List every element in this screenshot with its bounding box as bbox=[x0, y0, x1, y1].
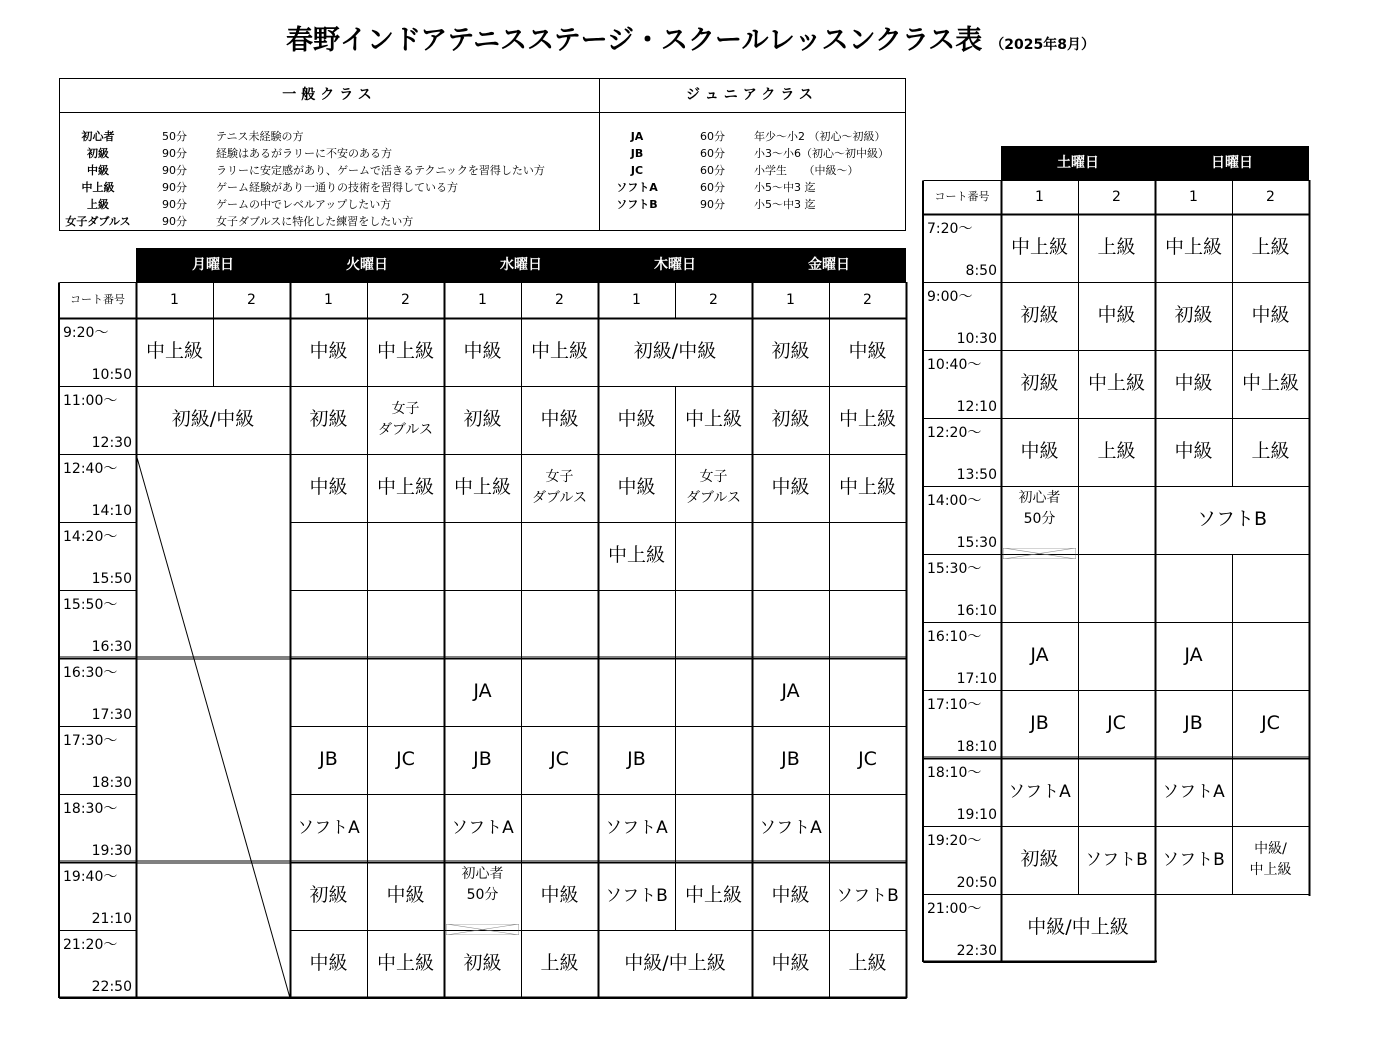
legend-row bbox=[599, 145, 905, 162]
day-label: 火曜日 bbox=[346, 257, 388, 273]
class-cell: ソフトA bbox=[605, 817, 668, 838]
class-cell bbox=[1078, 758, 1155, 826]
time-end: 13:50 bbox=[956, 467, 997, 483]
class-cell: 初級 bbox=[1020, 848, 1059, 871]
time-slot bbox=[923, 554, 1001, 622]
legend-junior bbox=[599, 79, 905, 230]
class-cell: 初級 bbox=[1020, 304, 1059, 327]
legend-description: テニス未経験の方 bbox=[216, 130, 304, 143]
class-cell: 中級 bbox=[1097, 304, 1136, 327]
time-start: 18:30～ bbox=[63, 801, 118, 817]
class-cell-label: 初心者 50分 bbox=[461, 866, 504, 903]
time-start: 21:00～ bbox=[927, 901, 982, 917]
class-cell: 上級 bbox=[848, 952, 887, 975]
class-cell: 上級 bbox=[1097, 440, 1136, 463]
legend-class-name: 初級 bbox=[87, 147, 109, 160]
time-start: 11:00～ bbox=[63, 393, 118, 409]
class-cell: 初級 bbox=[309, 408, 348, 431]
court-number: 2 bbox=[709, 291, 718, 308]
class-cell bbox=[136, 454, 290, 998]
legend-description: ゲーム経験があり一通りの技術を習得している方 bbox=[216, 181, 458, 194]
day-label: 日曜日 bbox=[1211, 155, 1253, 171]
class-cell: 中上級 bbox=[1241, 372, 1299, 395]
time-slot bbox=[923, 350, 1001, 418]
time-slot bbox=[923, 758, 1001, 826]
time-start: 19:40～ bbox=[63, 869, 118, 885]
time-start: 9:20～ bbox=[63, 325, 109, 341]
class-cell bbox=[213, 318, 290, 386]
legend-row bbox=[599, 162, 905, 179]
class-cell: 中上級 bbox=[684, 408, 742, 431]
court-number: 2 bbox=[863, 291, 872, 308]
class-cell: 中級 bbox=[848, 340, 887, 363]
time-start: 14:20～ bbox=[63, 529, 118, 545]
legend-class-name: 中級 bbox=[87, 164, 109, 177]
weekend-timetable bbox=[923, 146, 1309, 962]
class-cell: ソフトA bbox=[451, 817, 514, 838]
time-slot bbox=[59, 522, 136, 590]
legend-duration: 90分 bbox=[162, 198, 187, 211]
class-cell: 中級 bbox=[771, 884, 810, 907]
court-number: 1 bbox=[478, 291, 487, 308]
day-label: 木曜日 bbox=[654, 257, 696, 273]
court-number-header: コート番号 bbox=[934, 189, 990, 203]
legend-duration: 90分 bbox=[162, 147, 187, 160]
legend-row bbox=[599, 179, 905, 196]
class-cell: 上級 bbox=[1251, 440, 1290, 463]
class-cell bbox=[1001, 554, 1078, 622]
class-cell bbox=[444, 590, 521, 658]
class-cell bbox=[675, 794, 752, 862]
time-start: 17:10～ bbox=[927, 697, 982, 713]
legend-class-name: JB bbox=[630, 147, 644, 160]
time-end: 14:10 bbox=[91, 503, 132, 519]
court-number: 1 bbox=[170, 291, 179, 308]
class-cell bbox=[675, 726, 752, 794]
legend-duration: 60分 bbox=[700, 147, 725, 160]
time-slot bbox=[59, 386, 136, 454]
weekday-timetable bbox=[59, 248, 906, 998]
time-slot bbox=[59, 454, 136, 522]
class-cell: 中級 bbox=[771, 952, 810, 975]
court-number: 2 bbox=[1112, 188, 1121, 205]
class-cell: 初級 bbox=[771, 340, 810, 363]
time-slot bbox=[923, 282, 1001, 350]
time-start: 10:40～ bbox=[927, 357, 982, 373]
time-start: 16:30～ bbox=[63, 665, 118, 681]
legend-row bbox=[60, 162, 599, 179]
time-start: 12:40～ bbox=[63, 461, 118, 477]
class-cell: ソフトA bbox=[759, 817, 822, 838]
legend-description: ラリーに安定感があり、ゲームで活きるテクニックを習得したい方 bbox=[216, 164, 545, 177]
page-title: 春野インドアテニスステージ・スクールレッスンクラス表 bbox=[286, 25, 983, 56]
court-number: 1 bbox=[1189, 188, 1198, 205]
class-cell: JA bbox=[473, 680, 492, 703]
time-slot bbox=[923, 418, 1001, 486]
time-slot bbox=[59, 794, 136, 862]
class-cell bbox=[367, 522, 444, 590]
class-cell: 上級 bbox=[540, 952, 579, 975]
class-cell: 中級 bbox=[540, 408, 579, 431]
class-cell bbox=[290, 658, 367, 726]
class-cell bbox=[598, 590, 675, 658]
class-cell bbox=[290, 590, 367, 658]
class-cell: 中級 bbox=[1251, 304, 1290, 327]
legend-description: 小3～小6（初心～初中級） bbox=[754, 147, 889, 160]
class-cell: ソフトB bbox=[1085, 849, 1148, 870]
class-cell: 上級 bbox=[1251, 236, 1290, 259]
class-cell: 中上級 bbox=[607, 544, 665, 567]
class-cell: 初級 bbox=[463, 408, 502, 431]
class-cell: 中級 bbox=[617, 408, 656, 431]
time-slot bbox=[923, 894, 1001, 962]
class-cell: 中級 bbox=[1020, 440, 1059, 463]
class-cell: 中上級 bbox=[145, 340, 203, 363]
court-number: 1 bbox=[786, 291, 795, 308]
class-cell: JB bbox=[473, 748, 492, 771]
court-number: 2 bbox=[401, 291, 410, 308]
time-slot bbox=[59, 590, 136, 658]
class-cell: JB bbox=[1030, 712, 1049, 735]
time-slot bbox=[923, 622, 1001, 690]
court-number: 1 bbox=[324, 291, 333, 308]
class-cell bbox=[444, 522, 521, 590]
legend-duration: 90分 bbox=[162, 181, 187, 194]
class-cell: 中級/中上級 bbox=[624, 952, 726, 975]
class-cell: ソフトB bbox=[1162, 849, 1225, 870]
time-end: 19:10 bbox=[956, 807, 997, 823]
legend-row bbox=[60, 213, 599, 230]
class-cell bbox=[752, 522, 829, 590]
legend-row bbox=[60, 128, 599, 145]
class-cell: 中上級 bbox=[684, 884, 742, 907]
class-cell: 中上級 bbox=[1164, 236, 1222, 259]
class-cell: JA bbox=[1184, 644, 1203, 667]
class-cell bbox=[1078, 622, 1155, 690]
legend-description: 経験はあるがラリーに不安のある方 bbox=[216, 147, 392, 160]
legend-description: 年少～小2 （初心～初級） bbox=[754, 130, 886, 143]
time-end: 16:30 bbox=[91, 639, 132, 655]
class-cell: 初級 bbox=[463, 952, 502, 975]
class-cell bbox=[1232, 622, 1309, 690]
class-cell bbox=[1001, 486, 1078, 554]
legend-description: ゲームの中でレベルアップしたい方 bbox=[216, 198, 392, 211]
time-start: 21:20～ bbox=[63, 937, 118, 953]
time-start: 17:30～ bbox=[63, 733, 118, 749]
legend-class-name: JA bbox=[630, 130, 644, 143]
legend-general bbox=[60, 79, 600, 230]
class-cell: 中級 bbox=[463, 340, 502, 363]
class-cell bbox=[675, 658, 752, 726]
class-cell: 女子 ダブルス bbox=[531, 469, 588, 506]
court-number-header: コート番号 bbox=[70, 292, 125, 306]
class-cell bbox=[521, 590, 598, 658]
legend-duration: 60分 bbox=[700, 164, 725, 177]
class-cell: 中上級 bbox=[1087, 372, 1145, 395]
time-slot bbox=[59, 726, 136, 794]
time-slot bbox=[923, 826, 1001, 894]
legend-row bbox=[60, 196, 599, 213]
time-slot bbox=[923, 214, 1001, 282]
crossed-out-half bbox=[1003, 541, 1076, 552]
legend-class-name: 中上級 bbox=[81, 181, 115, 194]
court-number: 2 bbox=[555, 291, 564, 308]
time-start: 16:10～ bbox=[927, 629, 982, 645]
class-cell: 中級 bbox=[540, 884, 579, 907]
class-cell: 女子 ダブルス bbox=[377, 401, 434, 438]
class-cell: JB bbox=[319, 748, 338, 771]
class-cell bbox=[521, 522, 598, 590]
time-start: 15:50～ bbox=[63, 597, 118, 613]
day-label: 金曜日 bbox=[808, 257, 850, 273]
class-cell: JC bbox=[550, 748, 569, 771]
legend-description: 小学生 （中級～） bbox=[754, 164, 859, 177]
class-cell: JB bbox=[781, 748, 800, 771]
class-cell bbox=[1078, 554, 1155, 622]
legend-class-name: 上級 bbox=[87, 198, 109, 211]
time-end: 16:10 bbox=[956, 603, 997, 619]
class-cell: 初級 bbox=[771, 408, 810, 431]
class-cell: 中上級 bbox=[376, 340, 434, 363]
class-cell bbox=[1155, 554, 1232, 622]
legend-duration: 90分 bbox=[162, 215, 187, 228]
court-number: 2 bbox=[247, 291, 256, 308]
class-cell: 中級 bbox=[309, 952, 348, 975]
legend-row bbox=[599, 196, 905, 213]
class-cell: 中級/ 中上級 bbox=[1249, 841, 1292, 878]
class-cell: JC bbox=[858, 748, 877, 771]
legend-row bbox=[60, 179, 599, 196]
time-slot bbox=[59, 862, 136, 930]
class-cell: 中上級 bbox=[453, 476, 511, 499]
class-cell: 女子 ダブルス bbox=[685, 469, 742, 506]
class-cell: ソフトA bbox=[1008, 781, 1071, 802]
time-start: 18:10～ bbox=[927, 765, 982, 781]
class-cell: ソフトA bbox=[297, 817, 360, 838]
weekend-blank-area bbox=[1157, 896, 1315, 968]
class-cell: 中級 bbox=[617, 476, 656, 499]
day-label: 土曜日 bbox=[1057, 155, 1099, 171]
legend-description: 小5～中3 迄 bbox=[754, 181, 816, 194]
class-cell: 中級 bbox=[386, 884, 425, 907]
class-cell bbox=[290, 522, 367, 590]
legend-row bbox=[60, 145, 599, 162]
time-end: 10:50 bbox=[91, 367, 132, 383]
court-number: 1 bbox=[1035, 188, 1044, 205]
class-cell bbox=[829, 590, 906, 658]
time-end: 17:10 bbox=[956, 671, 997, 687]
time-end: 12:30 bbox=[91, 435, 132, 451]
time-start: 15:30～ bbox=[927, 561, 982, 577]
time-end: 20:50 bbox=[956, 875, 997, 891]
class-cell: 初級/中級 bbox=[633, 340, 717, 363]
legend-general-heading: 一般クラス bbox=[60, 79, 599, 113]
legend-duration: 90分 bbox=[700, 198, 725, 211]
legend-row bbox=[599, 128, 905, 145]
class-cell bbox=[829, 658, 906, 726]
time-end: 21:10 bbox=[91, 911, 132, 927]
legend-junior-rows bbox=[599, 113, 905, 213]
class-cell: JA bbox=[781, 680, 800, 703]
class-cell: JC bbox=[1107, 712, 1126, 735]
class-cell: 中級/中上級 bbox=[1027, 916, 1129, 939]
class-cell: 中上級 bbox=[376, 952, 434, 975]
legend-description: 小5～中3 迄 bbox=[754, 198, 816, 211]
class-cell bbox=[367, 794, 444, 862]
time-end: 8:50 bbox=[965, 263, 997, 279]
class-cell: ソフトB bbox=[1196, 508, 1268, 531]
class-cell: JA bbox=[1030, 644, 1049, 667]
class-cell bbox=[521, 794, 598, 862]
day-label: 月曜日 bbox=[192, 257, 234, 273]
class-cell bbox=[829, 522, 906, 590]
time-slot bbox=[923, 690, 1001, 758]
class-cell: JB bbox=[627, 748, 646, 771]
legend-junior-heading: ジュニアクラス bbox=[599, 79, 905, 113]
class-cell bbox=[444, 862, 521, 930]
class-cell: 中上級 bbox=[530, 340, 588, 363]
court-number: 2 bbox=[1266, 188, 1275, 205]
time-end: 12:10 bbox=[956, 399, 997, 415]
page-title-block bbox=[0, 18, 1381, 57]
time-end: 10:30 bbox=[956, 331, 997, 347]
class-cell bbox=[675, 522, 752, 590]
class-cell: 初級/中級 bbox=[171, 408, 255, 431]
class-cell bbox=[829, 794, 906, 862]
class-cell bbox=[1078, 486, 1155, 554]
class-cell: JC bbox=[396, 748, 415, 771]
legend-class-name: 初心者 bbox=[81, 130, 115, 143]
legend-description: 女子ダブルスに特化した練習をしたい方 bbox=[216, 215, 414, 228]
class-cell: 初級 bbox=[1174, 304, 1213, 327]
time-end: 22:50 bbox=[91, 979, 132, 995]
class-cell bbox=[598, 658, 675, 726]
class-cell: ソフトB bbox=[836, 885, 899, 906]
class-cell bbox=[521, 658, 598, 726]
class-cell: 中級 bbox=[309, 476, 348, 499]
class-cell: 上級 bbox=[1097, 236, 1136, 259]
class-cell bbox=[367, 658, 444, 726]
time-end: 19:30 bbox=[91, 843, 132, 859]
time-end: 15:50 bbox=[91, 571, 132, 587]
class-cell bbox=[1232, 758, 1309, 826]
class-cell: 中上級 bbox=[838, 408, 896, 431]
time-start: 9:00～ bbox=[927, 289, 973, 305]
class-legend bbox=[59, 78, 906, 231]
legend-class-name: 女子ダブルス bbox=[65, 215, 131, 228]
class-cell: 中級 bbox=[1174, 440, 1213, 463]
legend-duration: 60分 bbox=[700, 181, 725, 194]
legend-duration: 50分 bbox=[162, 130, 187, 143]
class-cell: 初級 bbox=[309, 884, 348, 907]
time-start: 14:00～ bbox=[927, 493, 982, 509]
legend-class-name: JC bbox=[630, 164, 644, 177]
class-cell: JB bbox=[1184, 712, 1203, 735]
day-label: 水曜日 bbox=[500, 257, 542, 273]
class-cell-label: 初心者 50分 bbox=[1018, 490, 1061, 527]
class-cell: 中上級 bbox=[376, 476, 434, 499]
legend-class-name: ソフトB bbox=[616, 198, 658, 211]
class-cell: 中上級 bbox=[838, 476, 896, 499]
class-cell: ソフトB bbox=[605, 885, 668, 906]
time-start: 12:20～ bbox=[927, 425, 982, 441]
class-cell bbox=[367, 590, 444, 658]
class-cell: 中級 bbox=[309, 340, 348, 363]
time-slot bbox=[59, 318, 136, 386]
class-cell bbox=[752, 590, 829, 658]
page-subtitle: （2025年8月） bbox=[990, 37, 1095, 53]
crossed-out-half bbox=[446, 917, 519, 928]
time-slot bbox=[59, 930, 136, 998]
time-slot bbox=[923, 486, 1001, 554]
class-cell bbox=[1232, 554, 1309, 622]
time-start: 19:20～ bbox=[927, 833, 982, 849]
legend-general-rows bbox=[60, 113, 599, 230]
time-end: 22:30 bbox=[956, 943, 997, 959]
time-end: 15:30 bbox=[956, 535, 997, 551]
class-cell: 中級 bbox=[1174, 372, 1213, 395]
class-cell bbox=[675, 590, 752, 658]
time-start: 7:20～ bbox=[927, 221, 973, 237]
time-end: 17:30 bbox=[91, 707, 132, 723]
class-cell: ソフトA bbox=[1162, 781, 1225, 802]
time-end: 18:30 bbox=[91, 775, 132, 791]
class-cell: JC bbox=[1261, 712, 1280, 735]
legend-duration: 90分 bbox=[162, 164, 187, 177]
legend-class-name: ソフトA bbox=[616, 181, 658, 194]
class-cell: 中級 bbox=[771, 476, 810, 499]
class-cell: 初級 bbox=[1020, 372, 1059, 395]
time-end: 18:10 bbox=[956, 739, 997, 755]
class-cell: 中上級 bbox=[1010, 236, 1068, 259]
legend-duration: 60分 bbox=[700, 130, 725, 143]
time-slot bbox=[59, 658, 136, 726]
court-number: 1 bbox=[632, 291, 641, 308]
